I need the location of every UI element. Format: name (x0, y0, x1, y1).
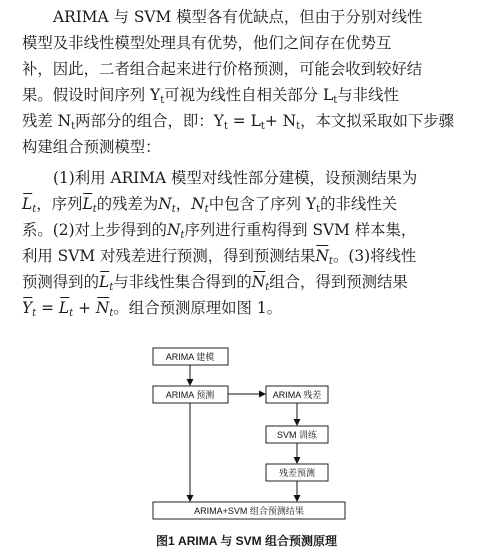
p2-line-2: $L_t$，序列$L_t$的残差为$N_t$，$N_t$中包含了序列 $Y_t$的非线性关 (22, 191, 480, 217)
label-arima-predict: ARIMA 预测 (165, 390, 215, 400)
p2-line-4: 利用 SVM 对残差进行预测，得到预测结果$N_t$。(3)将线性 (22, 243, 480, 269)
p2-line-5: 预测得到的$L_t$与非线性集合得到的$N_t$组合，得到预测结果 (22, 269, 480, 295)
label-combined-result: ARIMA+SVM 组合预测结果 (194, 506, 304, 516)
p1-line-2: 模型及非线性模型处理具有优势，他们之间存在优势互 (22, 34, 392, 52)
paragraph-2 (22, 165, 480, 321)
p1-line-6: 构建组合预测模型： (22, 138, 161, 156)
figure-caption: 图1 ARIMA 与 SVM 组合预测原理 (156, 534, 337, 548)
p1-line-4: 果。假设时间序列 $Y_t$可视为线性自相关部分 $L_t$与非线性 (22, 86, 399, 106)
p2-line-3: 系。(2)对上步得到的$N_t$序列进行重构得到 SVM 样本集， (22, 221, 417, 241)
flow-diagram (0, 340, 493, 530)
label-arima-model: ARIMA 建模 (165, 352, 215, 362)
paragraph-1 (22, 4, 480, 160)
label-arima-residual: ARIMA 残差 (272, 390, 322, 400)
math-L-hat-t: $L_t$ (22, 195, 36, 213)
math-N-hat-t: $N_t$ (315, 247, 333, 265)
p1-line-5: 残差 $N_t$两部分的组合，即：$Y_t = L_t+ N_t$，本文拟采取如下步骤 (22, 112, 455, 132)
label-svm-train: SVM 训练 (276, 430, 318, 440)
p2-line-6: $Y_t = L_t + N_t$。组合预测原理如图 1。 (22, 295, 480, 321)
p1-line-1: ARIMA 与 SVM 模型各有优缺点，但由于分别对线性 (53, 8, 423, 26)
label-residual-predict: 残差预测 (278, 468, 316, 478)
p2-line-1: (1)利用 ARIMA 模型对线性部分建模，设预测结果为 (53, 169, 418, 187)
math-combined-equation: $Y_t = L_t + N_t$ (22, 299, 113, 317)
p1-line-3: 补，因此，二者组合起来进行价格预测，可能会收到较好结 (22, 60, 423, 78)
